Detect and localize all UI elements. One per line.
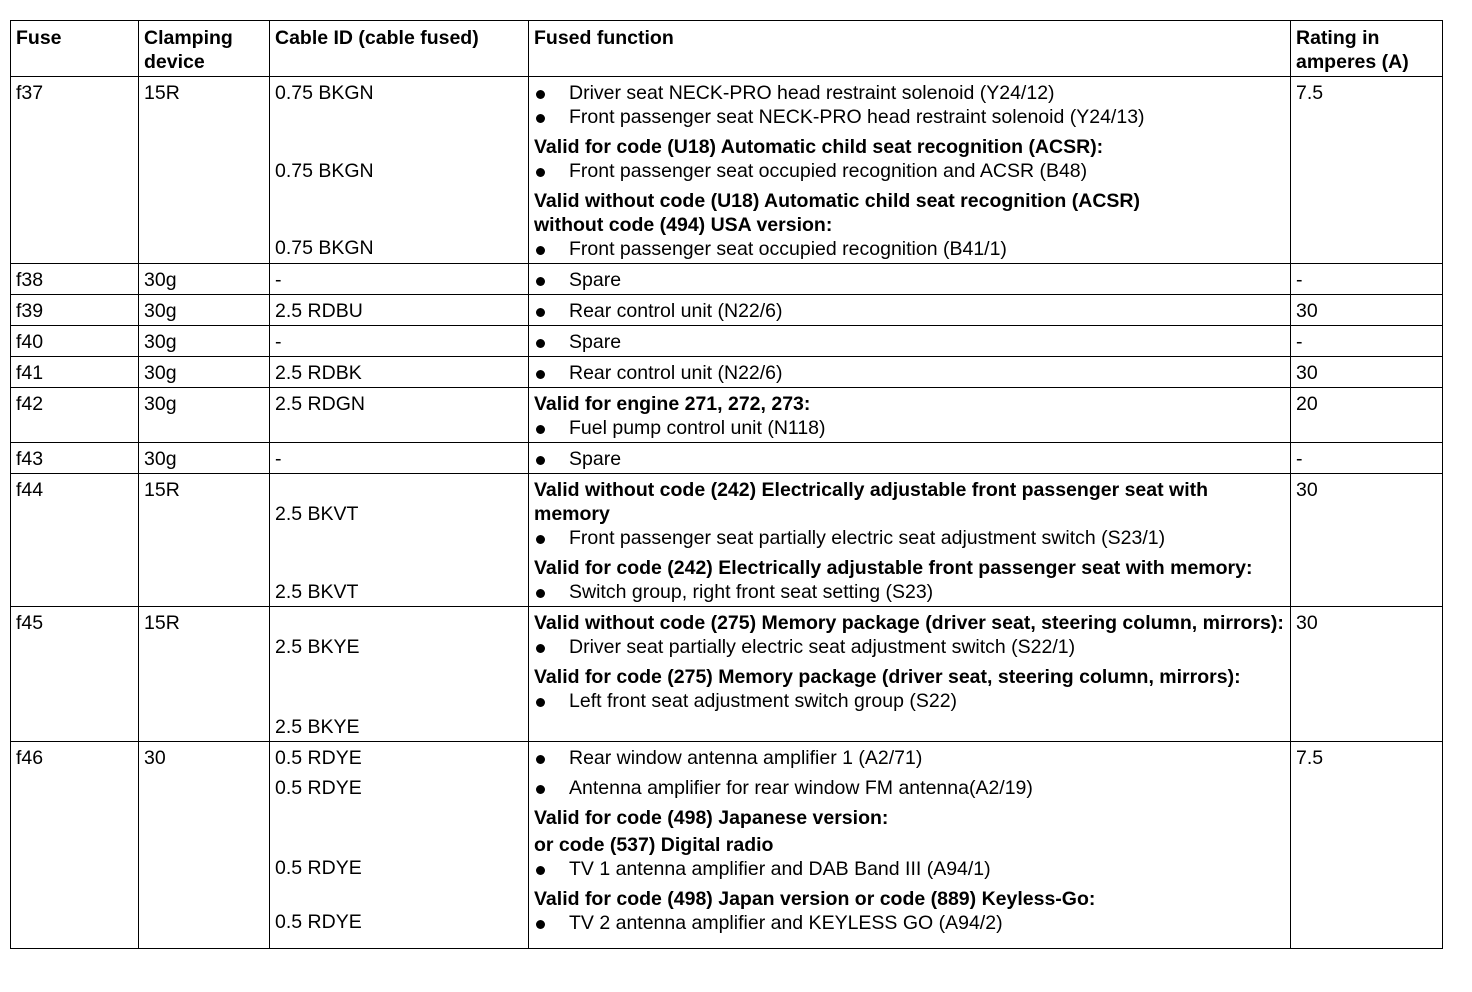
function-item: Spare bbox=[534, 330, 1285, 354]
fuse-cell: f46 bbox=[11, 742, 139, 949]
table-row bbox=[11, 77, 1443, 264]
rating-cell: 7.5 bbox=[1291, 77, 1443, 264]
function-item: Rear window antenna amplifier 1 (A2/71) bbox=[534, 746, 1285, 770]
cable-id: 2.5 BKVT bbox=[275, 581, 359, 603]
clamp-cell: 30g bbox=[139, 443, 270, 474]
function-cell bbox=[529, 77, 1291, 264]
fuse-cell: f43 bbox=[11, 443, 139, 474]
clamp-cell: 30 bbox=[139, 742, 270, 949]
header-cable-id: Cable ID (cable fused) bbox=[270, 21, 529, 77]
rating-cell: 30 bbox=[1291, 474, 1443, 607]
function-item: Spare bbox=[534, 447, 1285, 471]
condition-heading: Valid for code (498) Japan version or code (889) Keyless-Go: bbox=[534, 888, 1096, 910]
function-cell bbox=[529, 357, 1291, 388]
cable-cell: 2.5 RDBK bbox=[270, 357, 529, 388]
clamp-cell: 15R bbox=[139, 607, 270, 742]
rating-cell: 30 bbox=[1291, 607, 1443, 742]
function-item: Switch group, right front seat setting (S23) bbox=[534, 580, 1285, 604]
function-cell bbox=[529, 474, 1291, 607]
table-row bbox=[11, 474, 1443, 607]
function-item: Antenna amplifier for rear window FM antenna(A2/19) bbox=[534, 776, 1285, 800]
rating-cell: 30 bbox=[1291, 357, 1443, 388]
table-row bbox=[11, 742, 1443, 949]
function-cell bbox=[529, 326, 1291, 357]
function-item: Spare bbox=[534, 268, 1285, 292]
cable-cell: - bbox=[270, 443, 529, 474]
cable-cell: - bbox=[270, 264, 529, 295]
header-clamping-device: Clamping device bbox=[139, 21, 270, 77]
clamp-cell: 15R bbox=[139, 474, 270, 607]
rating-cell: - bbox=[1291, 443, 1443, 474]
table-row bbox=[11, 443, 1443, 474]
fuse-cell: f38 bbox=[11, 264, 139, 295]
function-item: TV 1 antenna amplifier and DAB Band III (A94/1) bbox=[534, 857, 1285, 881]
function-item: Front passenger seat occupied recognition (B41/1) bbox=[534, 237, 1285, 261]
cable-cell bbox=[270, 607, 529, 742]
cable-cell: 2.5 RDGN bbox=[270, 388, 529, 443]
function-item: Fuel pump control unit (N118) bbox=[534, 416, 1285, 440]
cable-cell bbox=[270, 77, 529, 264]
clamp-cell: 30g bbox=[139, 357, 270, 388]
header-rating: Rating in amperes (A) bbox=[1291, 21, 1443, 77]
function-item: Driver seat NECK-PRO head restraint solenoid (Y24/12) bbox=[534, 81, 1285, 105]
cable-id: 0.75 BKGN bbox=[275, 82, 374, 104]
fuse-cell: f44 bbox=[11, 474, 139, 607]
fuse-cell: f40 bbox=[11, 326, 139, 357]
function-item: Front passenger seat occupied recognition and ACSR (B48) bbox=[534, 159, 1285, 183]
cable-id: 0.5 RDYE bbox=[275, 857, 362, 879]
function-item: Driver seat partially electric seat adjustment switch (S22/1) bbox=[534, 635, 1285, 659]
fuse-table bbox=[10, 20, 1443, 949]
rating-cell: - bbox=[1291, 264, 1443, 295]
clamp-cell: 15R bbox=[139, 77, 270, 264]
condition-heading: without code (494) USA version: bbox=[534, 214, 833, 236]
condition-heading: Valid without code (275) Memory package (driver seat, steering column, mirrors): bbox=[534, 612, 1284, 634]
fuse-cell: f45 bbox=[11, 607, 139, 742]
function-item: Front passenger seat NECK-PRO head restraint solenoid (Y24/13) bbox=[534, 105, 1285, 129]
table-row bbox=[11, 357, 1443, 388]
cable-id: 0.75 BKGN bbox=[275, 160, 374, 182]
clamp-cell: 30g bbox=[139, 264, 270, 295]
cable-id: 2.5 BKVT bbox=[275, 503, 359, 525]
clamp-cell: 30g bbox=[139, 295, 270, 326]
fuse-cell: f42 bbox=[11, 388, 139, 443]
header-fuse: Fuse bbox=[11, 21, 139, 77]
condition-heading: Valid for engine 271, 272, 273: bbox=[534, 393, 811, 415]
fuse-cell: f41 bbox=[11, 357, 139, 388]
function-item: Rear control unit (N22/6) bbox=[534, 361, 1285, 385]
function-item: Rear control unit (N22/6) bbox=[534, 299, 1285, 323]
condition-heading: Valid for code (498) Japanese version: bbox=[534, 807, 889, 829]
function-cell bbox=[529, 388, 1291, 443]
function-cell bbox=[529, 443, 1291, 474]
cable-id: 0.5 RDYE bbox=[275, 777, 362, 799]
clamp-cell: 30g bbox=[139, 388, 270, 443]
rating-cell: 7.5 bbox=[1291, 742, 1443, 949]
cable-id: 2.5 BKYE bbox=[275, 716, 360, 738]
cable-cell: 2.5 RDBU bbox=[270, 295, 529, 326]
function-item: Front passenger seat partially electric seat adjustment switch (S23/1) bbox=[534, 526, 1285, 550]
rating-cell: 20 bbox=[1291, 388, 1443, 443]
function-cell bbox=[529, 295, 1291, 326]
table-row bbox=[11, 264, 1443, 295]
table-row bbox=[11, 326, 1443, 357]
header-fused-function: Fused function bbox=[529, 21, 1291, 77]
table-row bbox=[11, 607, 1443, 742]
condition-heading: Valid for code (242) Electrically adjustable front passenger seat with memory: bbox=[534, 557, 1253, 579]
function-item: TV 2 antenna amplifier and KEYLESS GO (A94/2) bbox=[534, 911, 1285, 935]
rating-cell: 30 bbox=[1291, 295, 1443, 326]
condition-heading: or code (537) Digital radio bbox=[534, 834, 774, 856]
function-cell bbox=[529, 264, 1291, 295]
table-row bbox=[11, 295, 1443, 326]
rating-cell: - bbox=[1291, 326, 1443, 357]
cable-id: 2.5 BKYE bbox=[275, 636, 360, 658]
function-cell bbox=[529, 742, 1291, 949]
table-row bbox=[11, 388, 1443, 443]
function-item: Left front seat adjustment switch group (S22) bbox=[534, 689, 1285, 713]
cable-cell bbox=[270, 474, 529, 607]
cable-id: 0.5 RDYE bbox=[275, 911, 362, 933]
cable-id: 0.5 RDYE bbox=[275, 747, 362, 769]
fuse-cell: f39 bbox=[11, 295, 139, 326]
cable-id: 0.75 BKGN bbox=[275, 237, 374, 259]
function-cell bbox=[529, 607, 1291, 742]
clamp-cell: 30g bbox=[139, 326, 270, 357]
cable-cell bbox=[270, 742, 529, 949]
fuse-cell: f37 bbox=[11, 77, 139, 264]
condition-heading: Valid without code (242) Electrically adjustable front passenger seat with memory bbox=[534, 479, 1209, 525]
condition-heading: Valid for code (275) Memory package (driver seat, steering column, mirrors): bbox=[534, 666, 1241, 688]
cable-cell: - bbox=[270, 326, 529, 357]
condition-heading: Valid for code (U18) Automatic child seat recognition (ACSR): bbox=[534, 136, 1104, 158]
condition-heading: Valid without code (U18) Automatic child seat recognition (ACSR) bbox=[534, 190, 1140, 212]
table-header-row bbox=[11, 21, 1443, 77]
